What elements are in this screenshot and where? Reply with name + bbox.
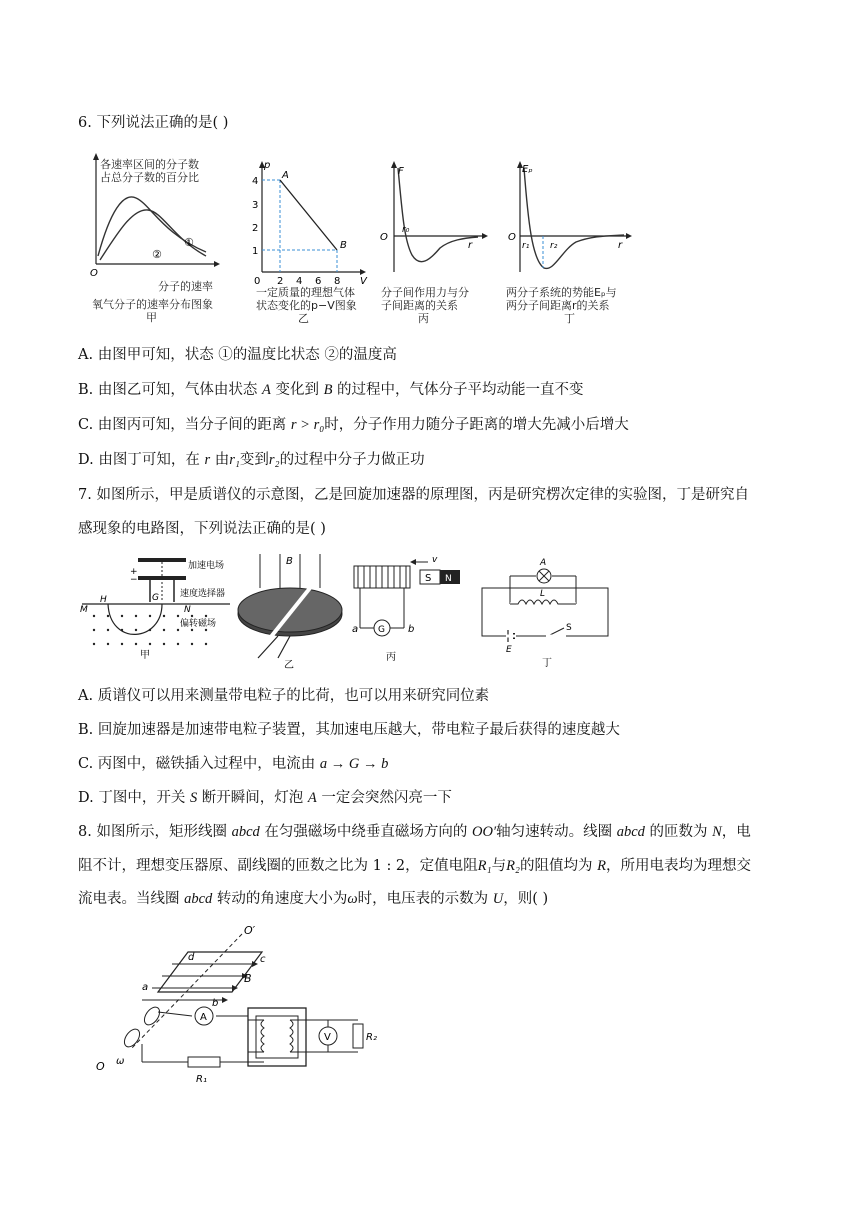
ding-caption1: 两分子系统的势能Eₚ与 xyxy=(506,286,617,299)
yi-ytick: 3 xyxy=(252,200,259,211)
q8-r1: R₁ xyxy=(196,1074,207,1085)
yi-xtick: 6 xyxy=(315,276,322,287)
bing-caption2: 子间距离的关系 xyxy=(381,299,458,312)
q7-stem-line1: 7. 如图所示，甲是质谱仪的示意图，乙是回旋加速器的原理图，丙是研究楞次定律的实验图，丁是研究自 xyxy=(78,487,749,503)
bing-origin: O xyxy=(380,232,388,243)
yi-ytick: 1 xyxy=(252,246,259,257)
ding-caption2: 两分子间距离r的关系 xyxy=(506,299,610,312)
q7-figure-bing xyxy=(348,556,468,666)
q8-d: d xyxy=(188,952,195,963)
q8-o-prime: O′ xyxy=(244,924,256,937)
yi-xtick: 8 xyxy=(334,276,341,287)
q8-voltmeter: V xyxy=(324,1032,331,1043)
q8-figure xyxy=(92,920,392,1090)
q8-a: a xyxy=(142,982,149,993)
q8-o: O xyxy=(96,1060,105,1073)
jia-m: M xyxy=(80,605,88,615)
q7-ding-caption: 丁 xyxy=(542,658,552,669)
yi-xtick: 2 xyxy=(277,276,284,287)
q6-option-b: B. 由图乙可知，气体由状态 A 变化到 B 的过程中，气体分子平均动能一直不变 xyxy=(78,382,584,398)
yi-ylabel: p xyxy=(264,160,271,171)
yi-point-a: A xyxy=(282,170,289,181)
bing-b: b xyxy=(408,624,415,635)
jia-ylabel2: 占总分子数的百分比 xyxy=(100,171,199,184)
bing-caption1: 分子间作用力与分 xyxy=(381,286,469,299)
q6-figure-ding xyxy=(506,160,634,280)
ding-s: S xyxy=(566,623,572,633)
q8-ammeter: A xyxy=(200,1012,207,1023)
ding-l: L xyxy=(540,589,546,599)
bing-g: G xyxy=(378,625,385,635)
yi-caption2: 状态变化的p−V图象 xyxy=(256,299,357,312)
q7-jia-caption: 甲 xyxy=(140,650,150,661)
q6-option-a: A. 由图甲可知，状态 ①的温度比状态 ②的温度高 xyxy=(78,347,397,363)
q8-stem-line1: 8. 如图所示，矩形线圈 abcd 在匀强磁场中绕垂直磁场方向的 OO′轴匀速转动。线圈 abcd 的匝数为 N，电 xyxy=(78,824,751,840)
jia-caption: 氧气分子的速率分布图象 xyxy=(92,298,213,311)
ding-ylabel: Eₚ xyxy=(522,164,533,175)
ding-xlabel: r xyxy=(618,240,623,251)
q7-option-a: A. 质谱仪可以用来测量带电粒子的比荷，也可以用来研究同位素 xyxy=(78,688,490,704)
q8-omega: ω xyxy=(116,1056,125,1067)
q8-stem-line3: 流电表。当线圈 abcd 转动的角速度大小为ω时，电压表的示数为 U，则( ) xyxy=(78,891,549,907)
q6-figure-yi xyxy=(248,158,368,288)
bing-xlabel: r xyxy=(468,240,473,251)
jia-caption-label: 甲 xyxy=(146,311,157,324)
q6-figure-bing xyxy=(378,160,488,280)
jia-ylabel1: 各速率区间的分子数 xyxy=(100,158,199,171)
yi-xtick: 4 xyxy=(296,276,303,287)
q7-option-c: C. 丙图中，磁铁插入过程中，电流由 a → G → b xyxy=(78,756,389,772)
q7-figure-ding xyxy=(478,552,614,670)
bing-s: S xyxy=(425,573,432,584)
q7-option-b: B. 回旋加速器是加速带电粒子装置，其加速电压越大，带电粒子最后获得的速度越大 xyxy=(78,722,620,738)
q8-b: b xyxy=(212,998,219,1009)
yi-caption1: 一定质量的理想气体 xyxy=(256,286,355,299)
jia-h: H xyxy=(100,595,107,605)
ding-r2: r₂ xyxy=(550,241,558,251)
q7-figure-yi xyxy=(230,552,350,670)
yi-point-b: B xyxy=(340,240,347,251)
q6-option-c: C. 由图丙可知，当分子间的距离 r > r₀时，分子作用力随分子距离的增大先减小后增大 xyxy=(78,417,629,433)
jia-xlabel: 分子的速率 xyxy=(158,280,213,293)
yi-ytick: 4 xyxy=(252,176,259,187)
q6-option-d: D. 由图丁可知，在 r 由r₁变到r₂的过程中分子力做正功 xyxy=(78,452,425,468)
bing-r0: r₀ xyxy=(402,225,410,235)
jia-label1: 加速电场 xyxy=(188,561,225,571)
ding-caption-label: 丁 xyxy=(564,312,575,325)
jia-n: N xyxy=(184,605,191,615)
yi-b: B xyxy=(286,556,293,567)
jia-label3: 偏转磁场 xyxy=(180,619,217,629)
bing-caption-label: 丙 xyxy=(418,312,429,325)
bing-a: a xyxy=(352,624,359,635)
q8-c: c xyxy=(260,954,266,965)
q7-yi-caption: 乙 xyxy=(284,660,294,670)
ding-a: A xyxy=(540,558,547,568)
yi-origin: 0 xyxy=(254,276,261,287)
q8-r2: R₂ xyxy=(366,1032,377,1043)
ding-r1: r₁ xyxy=(522,241,530,251)
bing-ylabel: F xyxy=(398,166,404,177)
q8-stem-line2: 阻不计，理想变压器原、副线圈的匝数之比为 1 : 2，定值电阻R₁与R₂的阻值均为 R，所用电表均为理想交 xyxy=(78,858,751,874)
ding-e: E xyxy=(506,645,512,655)
ding-origin: O xyxy=(508,232,516,243)
bing-n: N xyxy=(445,574,452,584)
yi-caption-label: 乙 xyxy=(298,312,309,325)
q8-b-field: B xyxy=(244,972,252,985)
q7-stem-line2: 感现象的电路图，下列说法正确的是( ) xyxy=(78,521,326,537)
jia-origin: O xyxy=(90,268,98,276)
jia-label2: 速度选择器 xyxy=(180,589,226,599)
jia-plus: + xyxy=(130,567,138,577)
yi-ytick: 2 xyxy=(252,223,259,234)
jia-g: G xyxy=(152,593,159,603)
q6-stem: 6. 下列说法正确的是( ) xyxy=(78,115,229,131)
bing-v: v xyxy=(432,556,438,565)
jia-minus: − xyxy=(130,575,138,585)
jia-curve2-label: ② xyxy=(152,248,162,261)
yi-xlabel: V xyxy=(360,276,367,287)
q7-option-d: D. 丁图中，开关 S 断开瞬间，灯泡 A 一定会突然闪亮一下 xyxy=(78,790,452,806)
q7-figure-jia xyxy=(80,552,250,662)
jia-curve1-label: ① xyxy=(184,236,194,249)
q7-bing-caption: 丙 xyxy=(386,652,396,663)
